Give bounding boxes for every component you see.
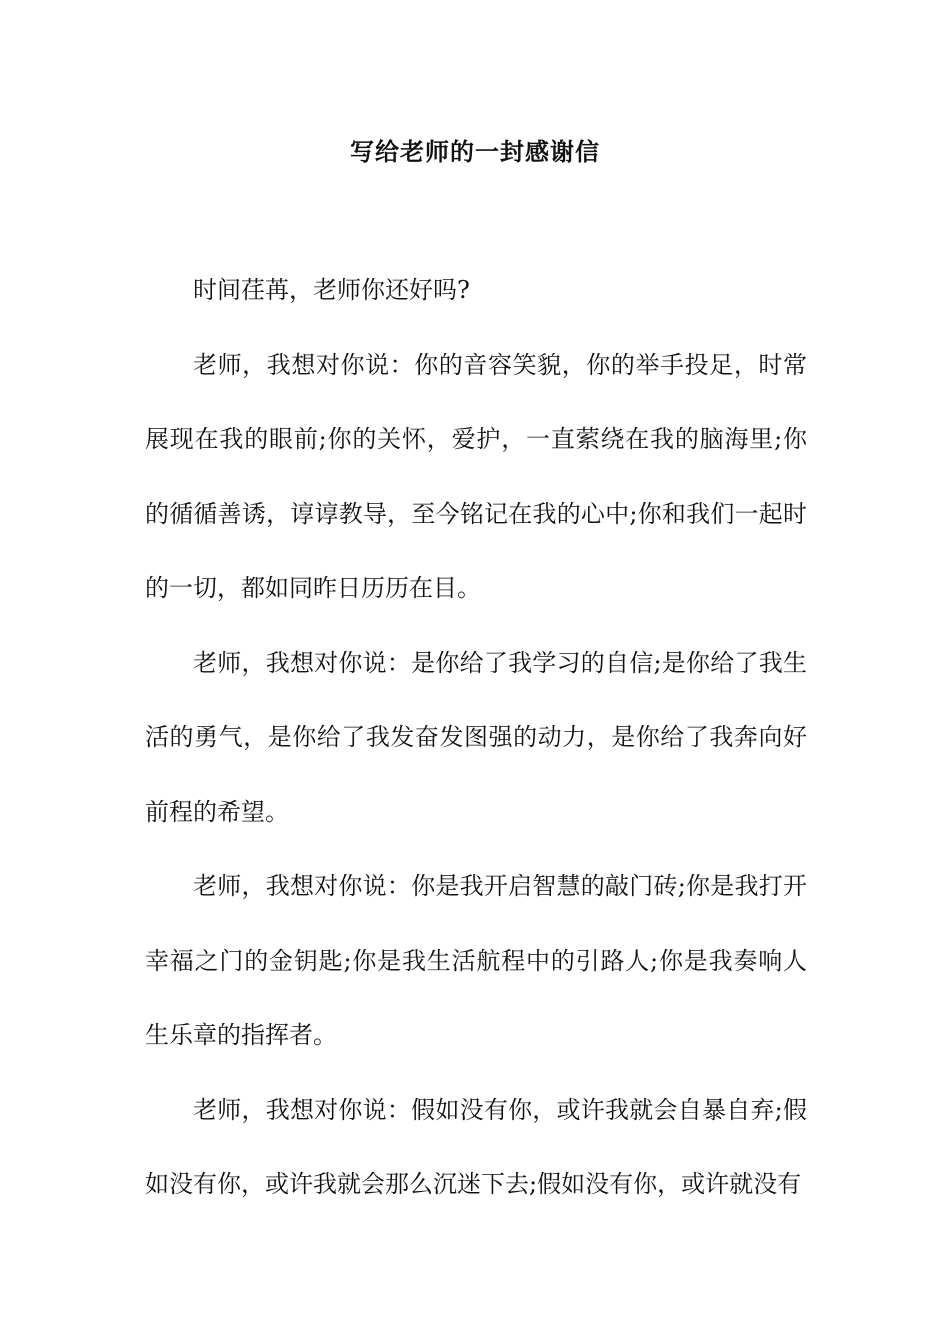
document-title: 写给老师的一封感谢信 (350, 137, 600, 166)
paragraph-3: 老师，我想对你说：是你给了我学习的自信;是你给了我生活的勇气，是你给了我发奋发图强的动力，是你给了我奔向好前程的希望。 (145, 648, 807, 826)
paragraph-4: 老师，我想对你说：你是我开启智慧的敲门砖;你是我打开幸福之门的金钥匙;你是我生活航程中的引路人;你是我奏响人生乐章的指挥者。 (145, 872, 807, 1049)
paragraph-2: 老师，我想对你说：你的音容笑貌，你的举手投足，时常展现在我的眼前;你的关怀，爱护，一直萦绕在我的脑海里;你的循循善诱，谆谆教导，至今铭记在我的心中;你和我们一起时的一切，都如同昨日历历在目。 (145, 350, 807, 602)
paragraph-5: 老师，我想对你说：假如没有你，或许我就会自暴自弃;假如没有你，或许我就会那么沉迷下去;假如没有你，或许就没有 (145, 1095, 807, 1198)
letter-body (145, 253, 807, 1222)
paragraph-1: 时间荏苒，老师你还好吗? (193, 276, 470, 304)
